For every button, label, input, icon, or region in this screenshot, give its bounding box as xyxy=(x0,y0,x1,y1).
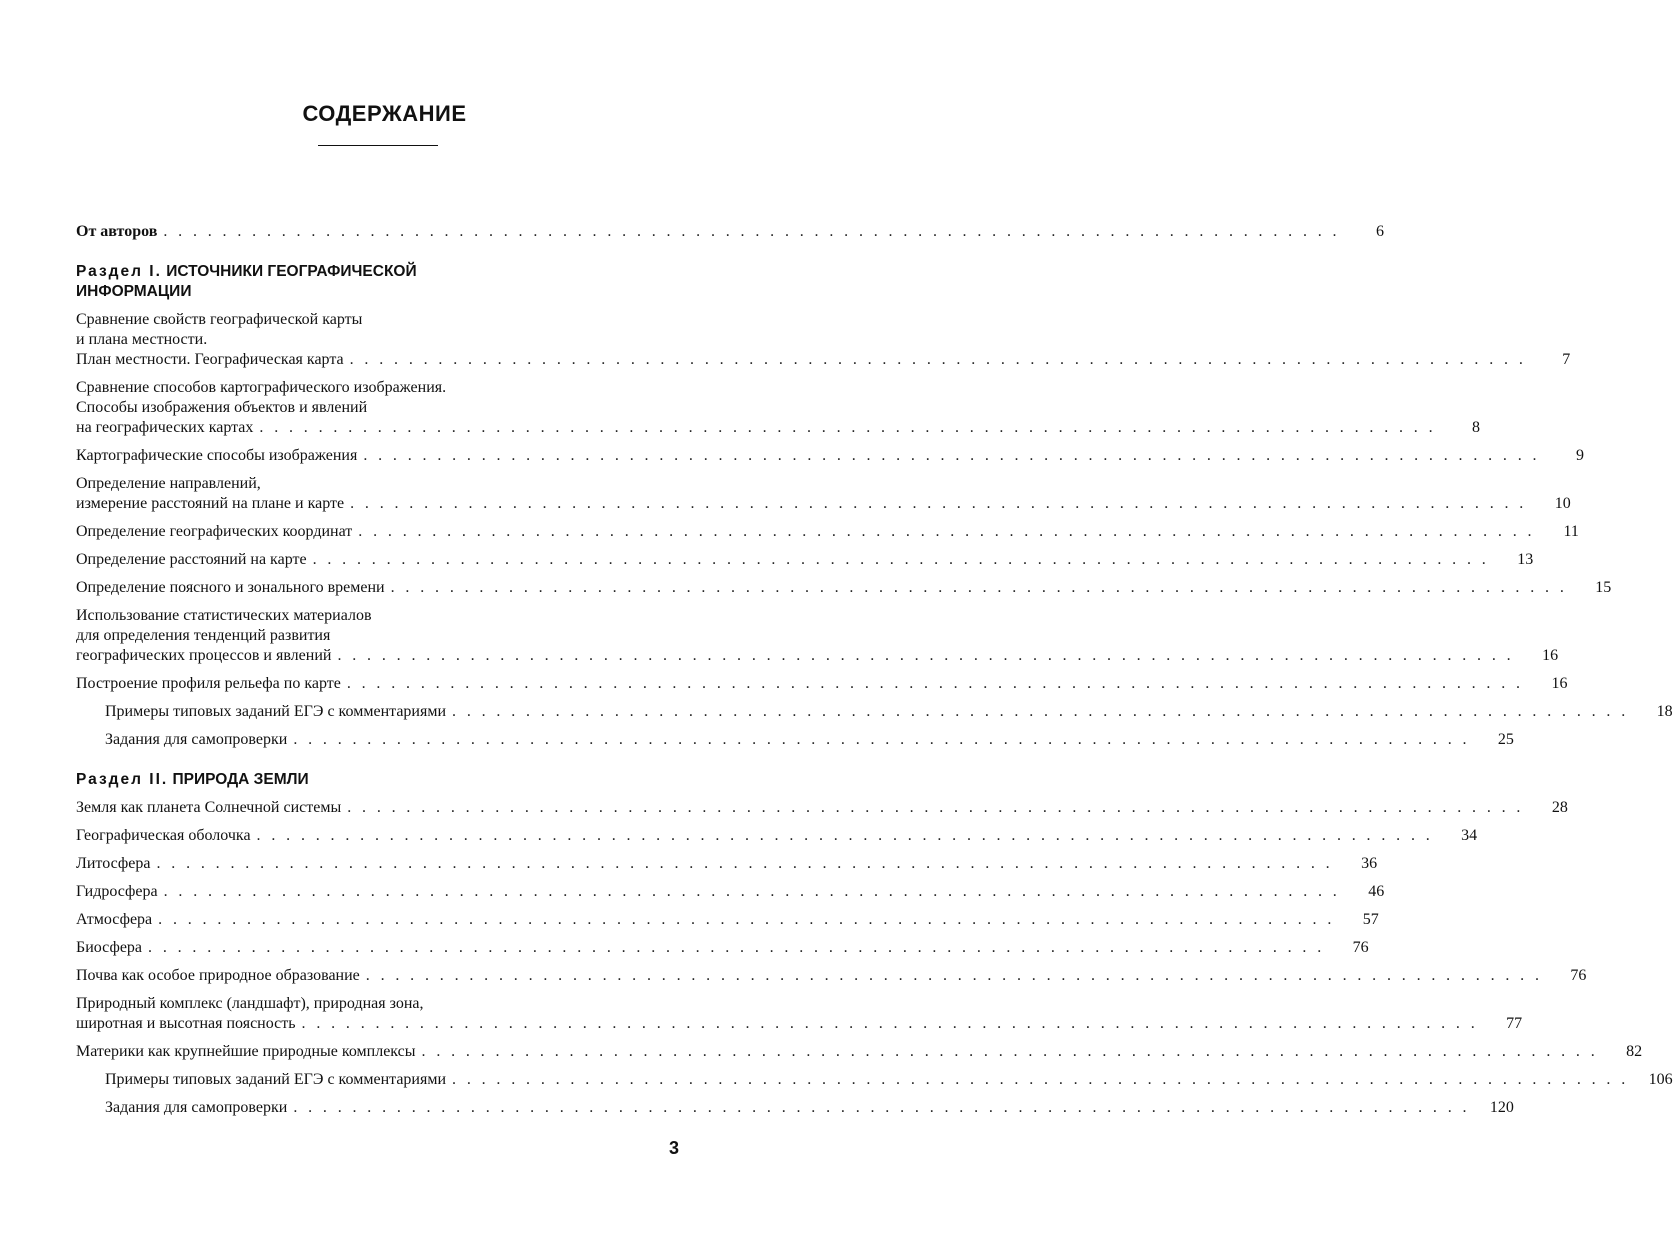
toc-entry-line: для определения тенденций развития xyxy=(76,627,331,644)
toc-entry[interactable] xyxy=(76,826,1478,846)
leader-dots: . . . . . . . . . . . . . . . . . . . . . . . . . . . . . . . . . . . . . . . . . . . . . . . . . . . . . . . . . . . . . . . . . . . . . . . . . . . . . . . . xyxy=(363,447,1540,464)
leader-dots: . . . . . . . . . . . . . . . . . . . . . . . . . . . . . . . . . . . . . . . . . . . . . . . . . . . . . . . . . . . . . . . . . . . . . . . . . . . . . . . . xyxy=(452,703,1629,720)
toc-entry-line: и плана местности. xyxy=(76,331,208,348)
toc-entry-label: Почва как особое природное образование xyxy=(76,967,360,984)
toc-entry-label: Примеры типовых заданий ЕГЭ с комментариями xyxy=(105,703,447,720)
toc-entry-page: 6 xyxy=(1375,223,1384,240)
toc-entry[interactable] xyxy=(76,310,1571,370)
toc-entry-page: 106 xyxy=(1648,1071,1673,1088)
toc-entry-label: Биосфера xyxy=(76,939,143,956)
toc-entry-line: Способы изображения объектов и явлений xyxy=(76,399,368,416)
leader-dots: . . . . . . . . . . . . . . . . . . . . . . . . . . . . . . . . . . . . . . . . . . . . . . . . . . . . . . . . . . . . . . . . . . . . . . . . . . . . . . . . xyxy=(156,855,1334,872)
toc-entry-preface[interactable] xyxy=(76,222,1384,242)
toc-entry-page: 76 xyxy=(1570,967,1587,984)
toc-entry-page: 16 xyxy=(1542,647,1559,664)
toc-entry-label: Гидросфера xyxy=(76,883,158,900)
toc-entry-label: измерение расстояний на плане и карте xyxy=(76,495,345,512)
toc-entry-label: Определение поясного и зонального времени xyxy=(76,579,385,596)
section-2-heading xyxy=(76,770,679,790)
toc-entry[interactable] xyxy=(76,798,1568,818)
page-number: 3 xyxy=(668,1138,679,1158)
toc-entry-label: Определение географических координат xyxy=(76,523,353,540)
leader-dots: . . . . . . . . . . . . . . . . . . . . . . . . . . . . . . . . . . . . . . . . . . . . . . . . . . . . . . . . . . . . . . . . . . . . . . . . . . . . . . . . xyxy=(293,731,1470,748)
toc-entry[interactable] xyxy=(76,938,1369,958)
toc-entry-page: 15 xyxy=(1595,579,1612,596)
toc-entry-line: Природный комплекс (ландшафт), природная зона, xyxy=(76,995,424,1012)
toc-entry-label: Построение профиля рельефа по карте xyxy=(76,675,341,692)
section-2-prefix: Раздел II. xyxy=(76,771,169,788)
toc-entry-label: Земля как планета Солнечной системы xyxy=(76,799,342,816)
toc-entry[interactable] xyxy=(76,378,1481,438)
toc-entry-page: 46 xyxy=(1368,883,1385,900)
toc-entry[interactable] xyxy=(76,994,1523,1034)
toc-entry-page: 36 xyxy=(1361,855,1378,872)
toc-entry-page: 28 xyxy=(1551,799,1568,816)
toc-entry[interactable] xyxy=(76,1042,1643,1062)
toc-entry-label: географических процессов и явлений xyxy=(76,647,332,664)
toc-entry[interactable] xyxy=(76,578,1612,598)
toc-entry[interactable] xyxy=(76,474,1571,514)
toc-entry-page: 18 xyxy=(1656,703,1673,720)
leader-dots: . . . . . . . . . . . . . . . . . . . . . . . . . . . . . . . . . . . . . . . . . . . . . . . . . . . . . . . . . . . . . . . . . . . . . . . . . . . . . . . . xyxy=(312,551,1490,568)
leader-dots: . . . . . . . . . . . . . . . . . . . . . . . . . . . . . . . . . . . . . . . . . . . . . . . . . . . . . . . . . . . . . . . . . . . . . . . . . . . . . . . . xyxy=(349,351,1527,368)
toc-entry-page: 25 xyxy=(1497,731,1514,748)
toc-subentry[interactable] xyxy=(76,1098,1514,1118)
toc-entry-page: 82 xyxy=(1626,1043,1643,1060)
toc-entry[interactable] xyxy=(76,674,1568,694)
leader-dots: . . . . . . . . . . . . . . . . . . . . . . . . . . . . . . . . . . . . . . . . . . . . . . . . . . . . . . . . . . . . . . . . . . . . . . . . . . . . . . . . xyxy=(346,675,1524,692)
title-underline xyxy=(318,145,438,146)
section-1-title-line2: ИНФОРМАЦИИ xyxy=(76,283,192,300)
toc-entry-label: Картографические способы изображения xyxy=(76,447,358,464)
toc-entry-page: 77 xyxy=(1506,1015,1523,1032)
toc-entry-page: 16 xyxy=(1551,675,1568,692)
toc-entry-page: 57 xyxy=(1362,911,1379,928)
toc-entry-label: Географическая оболочка xyxy=(76,827,251,844)
toc-entry[interactable] xyxy=(76,910,1379,930)
toc-entry-label: Примеры типовых заданий ЕГЭ с комментариями xyxy=(105,1071,447,1088)
toc-subentry[interactable] xyxy=(76,730,1514,750)
leader-dots: . . . . . . . . . . . . . . . . . . . . . . . . . . . . . . . . . . . . . . . . . . . . . . . . . . . . . . . . . . . . . . . . . . . . . . . . . . . . . . . . xyxy=(350,495,1527,512)
leader-dots: . . . . . . . . . . . . . . . . . . . . . . . . . . . . . . . . . . . . . . . . . . . . . . . . . . . . . . . . . . . . . . . . . . . . . . . . . . . . . . . . xyxy=(337,647,1515,664)
leader-dots: . . . . . . . . . . . . . . . . . . . . . . . . . . . . . . . . . . . . . . . . . . . . . . . . . . . . . . . . . . . . . . . . . . . . . . . . . . . . . . . . xyxy=(163,883,1341,900)
toc-entry-page: 7 xyxy=(1562,351,1571,368)
toc-entry-label: на географических картах xyxy=(76,419,254,436)
section-2-title-line1: ПРИРОДА ЗЕМЛИ xyxy=(172,771,309,788)
toc-entry-label: широтная и высотная поясность xyxy=(76,1015,296,1032)
section-1-title-line1: ИСТОЧНИКИ ГЕОГРАФИЧЕСКОЙ xyxy=(166,263,417,280)
toc-entry[interactable] xyxy=(76,550,1534,570)
toc-entry-page: 76 xyxy=(1352,939,1369,956)
leader-dots: . . . . . . . . . . . . . . . . . . . . . . . . . . . . . . . . . . . . . . . . . . . . . . . . . . . . . . . . . . . . . . . . . . . . . . . . . . . . . . . . xyxy=(452,1071,1629,1088)
leader-dots: . . . . . . . . . . . . . . . . . . . . . . . . . . . . . . . . . . . . . . . . . . . . . . . . . . . . . . . . . . . . . . . . . . . . . . . . . . . . . . . . xyxy=(259,419,1437,436)
leader-dots: . . . . . . . . . . . . . . . . . . . . . . . . . . . . . . . . . . . . . . . . . . . . . . . . . . . . . . . . . . . . . . . . . . . . . . . . . . . . . . . . xyxy=(293,1099,1470,1116)
leader-dots: . . . . . . . . . . . . . . . . . . . . . . . . . . . . . . . . . . . . . . . . . . . . . . . . . . . . . . . . . . . . . . . . . . . . . . . . . . . . . . . . xyxy=(421,1043,1599,1060)
toc-entry-label: От авторов xyxy=(76,223,158,240)
toc-entry-line: Сравнение способов картографического изображения. xyxy=(76,379,447,396)
leader-dots: . . . . . . . . . . . . . . . . . . . . . . . . . . . . . . . . . . . . . . . . . . . . . . . . . . . . . . . . . . . . . . . . . . . . . . . . . . . . . . . . xyxy=(163,223,1340,240)
toc-entry[interactable] xyxy=(76,966,1587,986)
toc-subentry[interactable] xyxy=(76,702,1673,722)
toc-entry-label: Атмосфера xyxy=(76,911,153,928)
toc-entry-label: План местности. Географическая карта xyxy=(76,351,344,368)
table-of-contents xyxy=(76,222,1673,1126)
leader-dots: . . . . . . . . . . . . . . . . . . . . . . . . . . . . . . . . . . . . . . . . . . . . . . . . . . . . . . . . . . . . . . . . . . . . . . . . . . . . . . . . xyxy=(148,939,1325,956)
leader-dots: . . . . . . . . . . . . . . . . . . . . . . . . . . . . . . . . . . . . . . . . . . . . . . . . . . . . . . . . . . . . . . . . . . . . . . . . . . . . . . . . xyxy=(390,579,1568,596)
toc-entry-line: Определение направлений, xyxy=(76,475,261,492)
toc-entry-page: 10 xyxy=(1554,495,1571,512)
toc-entry-page: 34 xyxy=(1461,827,1478,844)
toc-entry-label: Задания для самопроверки xyxy=(105,1099,288,1116)
leader-dots: . . . . . . . . . . . . . . . . . . . . . . . . . . . . . . . . . . . . . . . . . . . . . . . . . . . . . . . . . . . . . . . . . . . . . . . . . . . . . . . . xyxy=(158,911,1335,928)
toc-entry[interactable] xyxy=(76,606,1559,666)
section-1-heading xyxy=(76,262,679,302)
leader-dots: . . . . . . . . . . . . . . . . . . . . . . . . . . . . . . . . . . . . . . . . . . . . . . . . . . . . . . . . . . . . . . . . . . . . . . . . . . . . . . . . xyxy=(347,799,1524,816)
leader-dots: . . . . . . . . . . . . . . . . . . . . . . . . . . . . . . . . . . . . . . . . . . . . . . . . . . . . . . . . . . . . . . . . . . . . . . . . . . . . . . . . xyxy=(358,523,1535,540)
toc-entry-page: 8 xyxy=(1472,419,1481,436)
toc-entry-page: 11 xyxy=(1563,523,1579,540)
leader-dots: . . . . . . . . . . . . . . . . . . . . . . . . . . . . . . . . . . . . . . . . . . . . . . . . . . . . . . . . . . . . . . . . . . . . . . . . . . . . . . . . xyxy=(301,1015,1479,1032)
toc-entry-label: Определение расстояний на карте xyxy=(76,551,307,568)
leader-dots: . . . . . . . . . . . . . . . . . . . . . . . . . . . . . . . . . . . . . . . . . . . . . . . . . . . . . . . . . . . . . . . . . . . . . . . . . . . . . . . . xyxy=(256,827,1434,844)
toc-entry-line: Сравнение свойств географической карты xyxy=(76,311,363,328)
leader-dots: . . . . . . . . . . . . . . . . . . . . . . . . . . . . . . . . . . . . . . . . . . . . . . . . . . . . . . . . . . . . . . . . . . . . . . . . . . . . . . . . xyxy=(365,967,1543,984)
toc-entry[interactable] xyxy=(76,882,1385,902)
toc-subentry[interactable] xyxy=(76,1070,1673,1090)
toc-entry-label: Задания для самопроверки xyxy=(105,731,288,748)
toc-entry-line: Использование статистических материалов xyxy=(76,607,372,624)
toc-entry-label: Материки как крупнейшие природные комплексы xyxy=(76,1043,416,1060)
toc-entry-page: 120 xyxy=(1489,1099,1514,1116)
toc-entry[interactable] xyxy=(76,854,1378,874)
toc-entry[interactable] xyxy=(76,522,1579,542)
page-title: СОДЕРЖАНИЕ xyxy=(302,101,467,126)
toc-entry[interactable] xyxy=(76,446,1584,466)
toc-entry-page: 9 xyxy=(1575,447,1584,464)
section-1-prefix: Раздел I. xyxy=(76,263,162,280)
toc-entry-label: Литосфера xyxy=(76,855,151,872)
toc-entry-page: 13 xyxy=(1517,551,1534,568)
